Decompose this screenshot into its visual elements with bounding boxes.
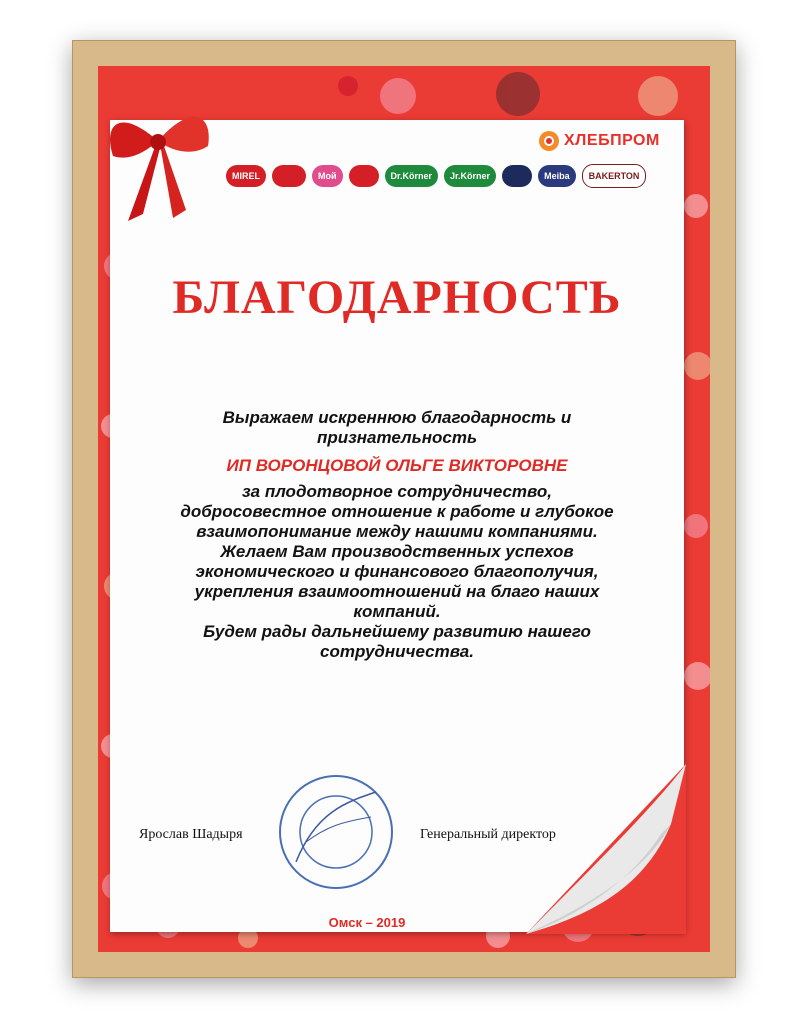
page-curl bbox=[486, 764, 686, 934]
partner-logo-bakerton: BAKERTON bbox=[582, 164, 647, 188]
recipient-name: ИП ВОРОНЦОВОЙ ОЛЬГЕ ВИКТОРОВНЕ bbox=[226, 456, 568, 475]
city-year: Омск – 2019 bbox=[328, 915, 406, 930]
company-stamp bbox=[276, 772, 396, 892]
partner-logo-jr-korner: Jr.Körner bbox=[444, 165, 496, 187]
partner-logo-chastnaya bbox=[502, 165, 532, 187]
sun-icon bbox=[538, 130, 560, 152]
signatory-name: Ярослав Шадыря bbox=[139, 827, 243, 842]
certificate-title: БЛАГОДАРНОСТЬ bbox=[172, 271, 622, 324]
partner-logo-dr-korner: Dr.Körner bbox=[385, 165, 439, 187]
certificate-paper bbox=[110, 120, 684, 932]
red-bow-decoration bbox=[98, 86, 218, 226]
partner-logo-russkaya bbox=[349, 165, 379, 187]
closing-paragraph: Будем рады дальнейшему развитию нашего сотрудничества. bbox=[203, 622, 591, 661]
partner-logos bbox=[226, 164, 646, 188]
intro-text: Выражаем искреннюю благодарность и признательность bbox=[222, 408, 572, 447]
gratitude-paragraph: за плодотворное сотрудничество, добросовестное отношение к работе и глубокое взаимопонимание между нашими компаниями. bbox=[180, 482, 614, 541]
brand-logo bbox=[538, 130, 660, 152]
partner-logo-meiba: Meiba bbox=[538, 165, 576, 187]
red-candy-background bbox=[98, 66, 710, 952]
partner-logo-mirel: MIREL bbox=[226, 165, 266, 187]
certificate-body bbox=[170, 408, 624, 662]
brand-name: ХЛЕБПРОМ bbox=[564, 132, 660, 149]
picture-frame bbox=[72, 40, 736, 978]
partner-logo-moi: Мой bbox=[312, 165, 343, 187]
partner-logo-ulybka bbox=[272, 165, 306, 187]
wishes-paragraph: Желаем Вам производственных успехов экономического и финансового благополучия, укрепления взаимоотношений на благо наших компаний. bbox=[194, 542, 600, 621]
signatory-position: Генеральный директор bbox=[420, 827, 556, 842]
